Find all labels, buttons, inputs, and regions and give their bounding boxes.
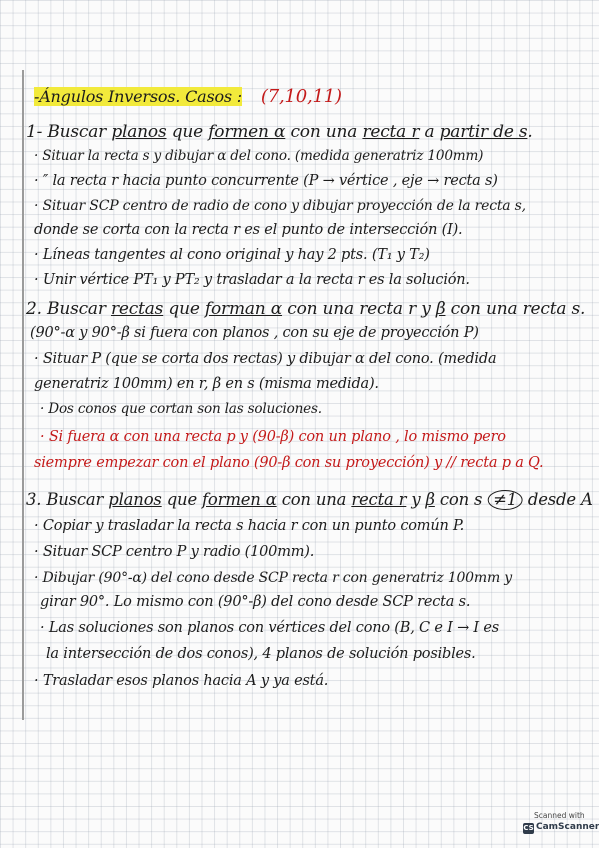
scanner-top-text: Scanned with <box>534 811 585 820</box>
scanner-name: CamScanner <box>536 822 599 832</box>
section-1-line: · Situar la recta s y dibujar α del cono. (medida generatriz 100mm) <box>34 148 484 164</box>
scanner-watermark <box>520 810 599 840</box>
heading-text: con una recta r y <box>282 299 436 319</box>
section-2-line: generatriz 100mm) en r, β en s (misma medida). <box>34 376 379 392</box>
heading-text: y <box>406 490 426 510</box>
heading-text: que <box>166 122 209 142</box>
heading-keyword: planos <box>111 122 167 142</box>
section-2-red-line: · Si fuera α con una recta p y (90-β) con un plano , lo mismo pero <box>40 429 506 445</box>
section-1-line: · Líneas tangentes al cono original y hay 2 pts. (T₁ y T₂) <box>34 247 430 263</box>
margin-line <box>22 70 24 720</box>
heading-text: que <box>163 299 205 319</box>
heading-keyword: partir de s <box>439 122 528 142</box>
heading-keyword: recta r <box>351 490 407 510</box>
title-numbers: (7,10,11) <box>260 86 342 107</box>
section-1-heading <box>26 122 533 142</box>
heading-text: 2. Buscar <box>26 299 111 319</box>
section-2-heading <box>26 299 585 319</box>
heading-text: desde A <box>522 490 593 510</box>
circled-note: ≠1 <box>487 490 522 510</box>
title-text: -Ángulos Inversos. Casos : <box>34 87 242 106</box>
section-3-line: · Situar SCP centro P y radio (100mm). <box>34 544 315 560</box>
section-1-line: · Situar SCP centro de radio de cono y dibujar proyección de la recta s, <box>34 198 526 214</box>
section-3-line: · Copiar y trasladar la recta s hacia r con un punto común P. <box>34 518 465 534</box>
section-3-heading <box>26 490 593 510</box>
heading-keyword: planos <box>108 490 162 510</box>
section-3-line: girar 90°. Lo mismo con (90°-β) del cono desde SCP recta s. <box>40 594 471 610</box>
section-1-line: · ″ la recta r hacia punto concurrente (P → vértice , eje → recta s) <box>34 173 498 189</box>
section-1-line: donde se corta con la recta r es el punto de intersección (I). <box>34 222 463 238</box>
heading-text: con una recta s. <box>445 299 586 319</box>
heading-keyword: β <box>425 490 435 510</box>
heading-text: 3. Buscar <box>26 490 109 510</box>
heading-text: con una <box>285 122 363 142</box>
heading-text: 1- Buscar <box>26 122 112 142</box>
heading-text: con s <box>434 490 488 510</box>
section-3-line: · Dibujar (90°-α) del cono desde SCP recta r con generatriz 100mm y <box>34 570 512 586</box>
heading-text: que <box>161 490 203 510</box>
section-2-line: (90°-α y 90°-β si fuera con planos , con su eje de proyección P) <box>30 325 479 341</box>
section-2-red-line: siempre empezar con el plano (90-β con su proyección) y // recta p a Q. <box>34 455 544 471</box>
heading-keyword: formen α <box>208 122 286 142</box>
heading-text: a <box>419 122 440 142</box>
heading-keyword: formen α <box>202 490 277 510</box>
heading-text: . <box>527 122 533 142</box>
camscanner-logo-icon: CS <box>523 824 534 832</box>
heading-keyword: recta r <box>362 122 420 142</box>
page-title <box>34 86 342 107</box>
section-1-line: · Unir vértice PT₁ y PT₂ y trasladar a la recta r es la solución. <box>34 272 470 288</box>
heading-keyword: β <box>435 299 446 319</box>
section-2-line: · Situar P (que se corta dos rectas) y dibujar α del cono. (medida <box>34 351 497 367</box>
section-2-line: · Dos conos que cortan son las soluciones. <box>40 401 322 417</box>
heading-keyword: rectas <box>110 299 164 319</box>
section-3-line: · Trasladar esos planos hacia A y ya está. <box>34 673 329 689</box>
section-3-line: · Las soluciones son planos con vértices del cono (B, C e I → I es <box>40 620 499 636</box>
heading-text: con una <box>276 490 352 510</box>
section-3-line: la intersección de dos conos), 4 planos de solución posibles. <box>46 646 476 662</box>
heading-keyword: forman α <box>204 299 283 319</box>
